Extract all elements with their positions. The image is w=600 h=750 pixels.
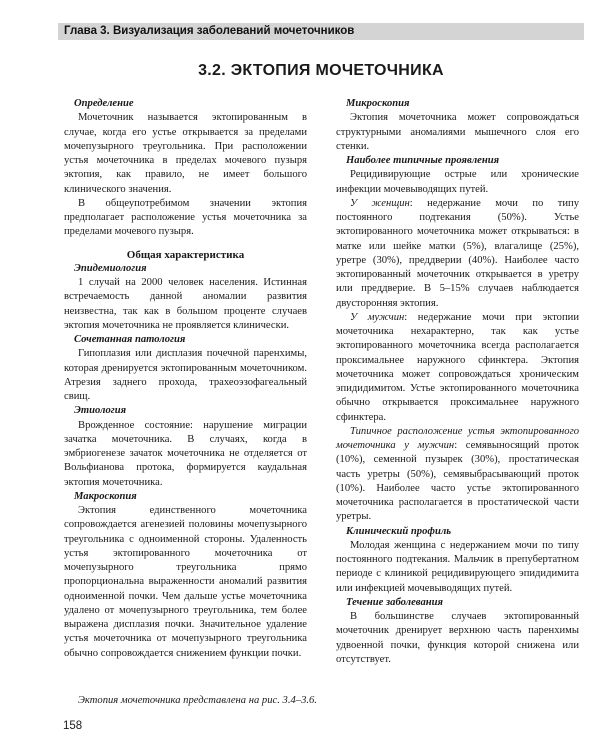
epidemiology-paragraph: 1 случай на 2000 человек населения. Истинная встречаемость данной аномалии развития неизвестна, так как в большом проценте случаев эктопия мочеточника не проявляется клинически. [64, 277, 307, 331]
etiology-paragraph: Врожденное состояние: нарушение миграции зачатка мочеточника. В случаях, когда в эмбриогенезе зачаток мочеточника не отделяется от Вольфианова протока, формируется каудальная эктопия мочеточника. [64, 419, 307, 488]
clinical-heading: Клинический профиль [346, 525, 452, 537]
macroscopy-heading: Макроскопия [74, 490, 137, 502]
chapter-header: Глава 3. Визуализация заболеваний мочеточников [64, 25, 355, 37]
typical-paragraph: Рецидивирующие острые или хронические инфекции мочевыводящих путей. [336, 169, 579, 195]
location-lead: Типичное расположение устья эктопированного мочеточника у мужчин [336, 425, 579, 451]
comorbidity-heading: Сочетанная патология [74, 334, 186, 345]
women-paragraph [336, 197, 579, 311]
clinical-paragraph: Молодая женщина с недержанием мочи по типу постоянного подтекания. Мальчик в препубертатном периоде с клиникой рецидивирующего эпидидимита или инфекцией мочевыводящих путей. [336, 539, 579, 594]
epidemiology-heading: Эпидемиология [74, 262, 147, 274]
definition-heading: Определение [74, 98, 134, 109]
page-number: 158 [63, 720, 83, 732]
men-lead: У мужчин [350, 311, 405, 323]
macroscopy-paragraph: Эктопия единственного мочеточника сопровождается агенезией половины мочепузырного треугольника с одноименной стороны. Удаленность устья эктопированного мочеточника от мочепузырного треугольника прямо пропорциональна выраженности аномалий развития одноименной почки. Чем дальше устье мочеточника удалено от мочепузырного треугольника, тем более выражена дисплазия почки. Значительное удаление устья мочеточника от мочепузырного треугольника обычно сопровождается снижением функции почки. [64, 505, 307, 659]
location-paragraph [336, 425, 579, 525]
location-text: : семявыносящий проток (10%), семенной пузырек (30%), простатическая часть уретры (50%), семявыбрасывающий проток (10%). Наиболее часто устье эктопированного мочеточника располагается в простатической части уретры. [336, 440, 580, 523]
definition-paragraph-2: В общеупотребимом значении эктопия предполагает расположение устья мочеточника за пределами мочевого пузыря. [64, 197, 307, 238]
section-title: 3.2. ЭКТОПИЯ МОЧЕТОЧНИКА [198, 62, 444, 79]
typical-heading: Наиболее типичные проявления [346, 155, 500, 166]
comorbidity-paragraph: Гипоплазия или дисплазия почечной паренхимы, которая дренируется эктопированным мочеточником. Атрезия заднего прохода, трахеоэзофагеальный свищ. [64, 348, 307, 402]
left-column [64, 97, 307, 661]
women-lead: У женщин [350, 197, 410, 209]
women-text: : недержание мочи по типу постоянного подтекания (50%). Устье эктопированного мочеточника может открываться: в матке или шейке матки (5%), влагалище (25%), уретре (30%), преддверии (40%). Наиболее часто эктопированный мочеточник открывается в уретру или преддверие. В 5–15% случаев наблюдается двусторонняя эктопия. [336, 197, 579, 309]
right-column [336, 97, 579, 667]
etiology-heading: Этиология [74, 405, 127, 417]
figure-reference-note: Эктопия мочеточника представлена на рис. 3.4–3.6. [78, 695, 317, 706]
course-paragraph: В большинстве случаев эктопированный мочеточник дренирует верхнюю часть паренхимы удвоенной почки, функция которой снижена или отсутствует. [336, 611, 579, 665]
microscopy-paragraph: Эктопия мочеточника может сопровождаться структурными аномалиями мышечного слоя его стенки. [336, 112, 579, 152]
course-heading: Течение заболевания [346, 596, 443, 608]
microscopy-heading: Микроскопия [346, 98, 410, 109]
definition-paragraph-1: Мочеточник называется эктопированным в случае, когда его устье открывается за пределами мочепузырного треугольника. При расположении устья мочеточника в пределах мочевого пузыря эктопия, как правило, не имеет большого клинического значения. [64, 112, 307, 195]
men-paragraph [336, 311, 579, 425]
general-heading: Общая характеристика [126, 248, 245, 261]
men-text: : недержание мочи при эктопии мочеточника нехарактерно, так как устье эктопированного мочеточника всегда располагается проксимальнее наружного сфинктера. Эктопия мочеточника может сопровождаться хроническим эпидидимитом. Устье эктопированного мочеточника обычно открывается проксимальнее наружного сфинктера. [336, 311, 579, 423]
